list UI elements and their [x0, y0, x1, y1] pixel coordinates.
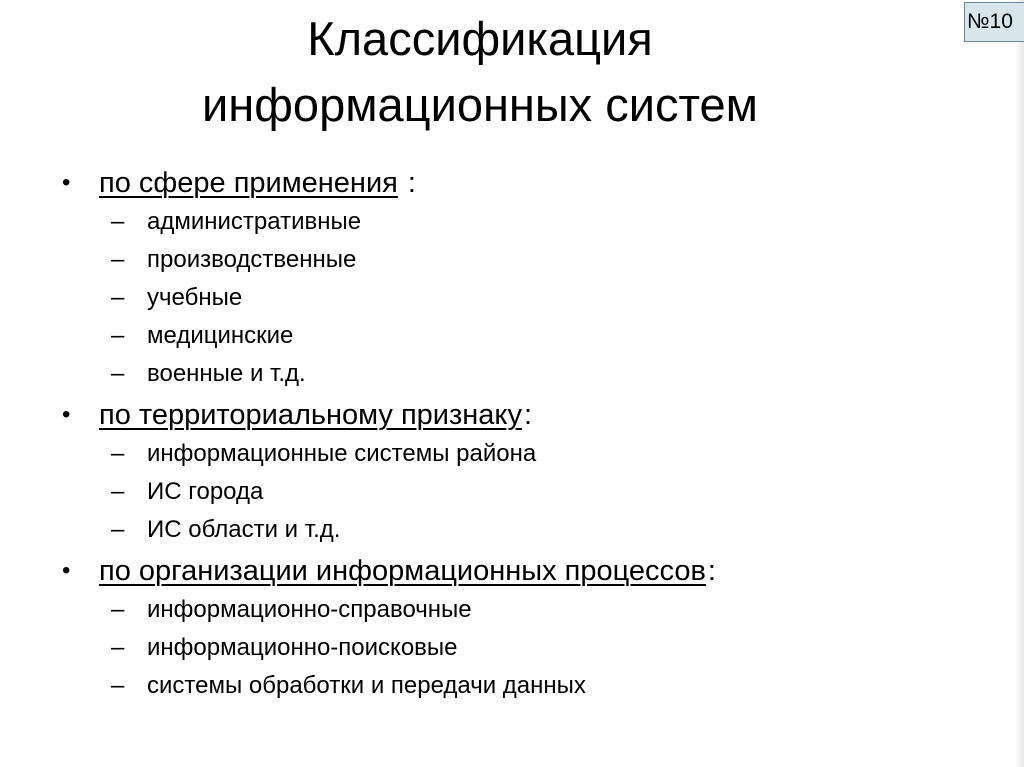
list-item — [62, 279, 962, 317]
sub-list — [62, 591, 962, 705]
list-item-text: производственные — [147, 246, 357, 273]
title-line-1: Классификация — [307, 12, 653, 65]
section-heading — [62, 163, 962, 203]
list-item-text: ИС области и т.д. — [147, 516, 341, 543]
list-item — [62, 241, 962, 279]
list-item-text: информационные системы района — [147, 440, 537, 467]
dash-icon: – — [111, 440, 125, 467]
section-heading — [62, 395, 962, 435]
list-item — [62, 317, 962, 355]
title-line-2: информационных систем — [202, 78, 758, 131]
sub-list — [62, 203, 962, 393]
sub-list — [62, 435, 962, 549]
section-heading-suffix: : — [399, 167, 416, 199]
list-item-text: ИС города — [147, 478, 264, 505]
dash-icon: – — [111, 284, 125, 311]
list-item — [62, 667, 962, 705]
bullet-icon: • — [62, 169, 71, 196]
classification-list — [62, 163, 962, 705]
list-item — [62, 473, 962, 511]
dash-icon: – — [111, 478, 125, 505]
list-item-text: информационно-справочные — [147, 596, 472, 623]
list-item — [62, 435, 962, 473]
list-item — [62, 355, 962, 393]
section-application-sphere — [62, 163, 962, 393]
list-item — [62, 629, 962, 667]
section-heading — [62, 551, 962, 591]
list-item-text: учебные — [147, 284, 243, 311]
section-heading-text: по территориальному признаку — [99, 399, 522, 431]
dash-icon: – — [111, 672, 125, 699]
list-item-text: информационно-поисковые — [147, 634, 458, 661]
dash-icon: – — [111, 322, 125, 349]
list-item — [62, 511, 962, 549]
section-heading-text: по сфере применения — [99, 167, 398, 199]
dash-icon: – — [111, 516, 125, 543]
bullet-icon: • — [62, 401, 71, 428]
section-heading-suffix: : — [523, 399, 533, 431]
section-heading-suffix: : — [707, 555, 716, 587]
slide-number-badge: №10 — [964, 2, 1024, 42]
list-item-text: военные и т.д. — [147, 360, 306, 387]
section-heading-text: по организации информационных процессов — [99, 555, 706, 587]
section-process-organization — [62, 551, 962, 705]
list-item-text: системы обработки и передачи данных — [147, 672, 586, 699]
slide-title — [0, 6, 960, 138]
dash-icon: – — [111, 208, 125, 235]
list-item-text: медицинские — [147, 322, 294, 349]
list-item — [62, 203, 962, 241]
dash-icon: – — [111, 246, 125, 273]
dash-icon: – — [111, 634, 125, 661]
dash-icon: – — [111, 596, 125, 623]
bullet-icon: • — [62, 557, 71, 584]
slide-edge-shadow — [1014, 0, 1024, 767]
list-item — [62, 591, 962, 629]
section-territorial — [62, 395, 962, 549]
dash-icon: – — [111, 360, 125, 387]
list-item-text: административные — [147, 208, 362, 235]
